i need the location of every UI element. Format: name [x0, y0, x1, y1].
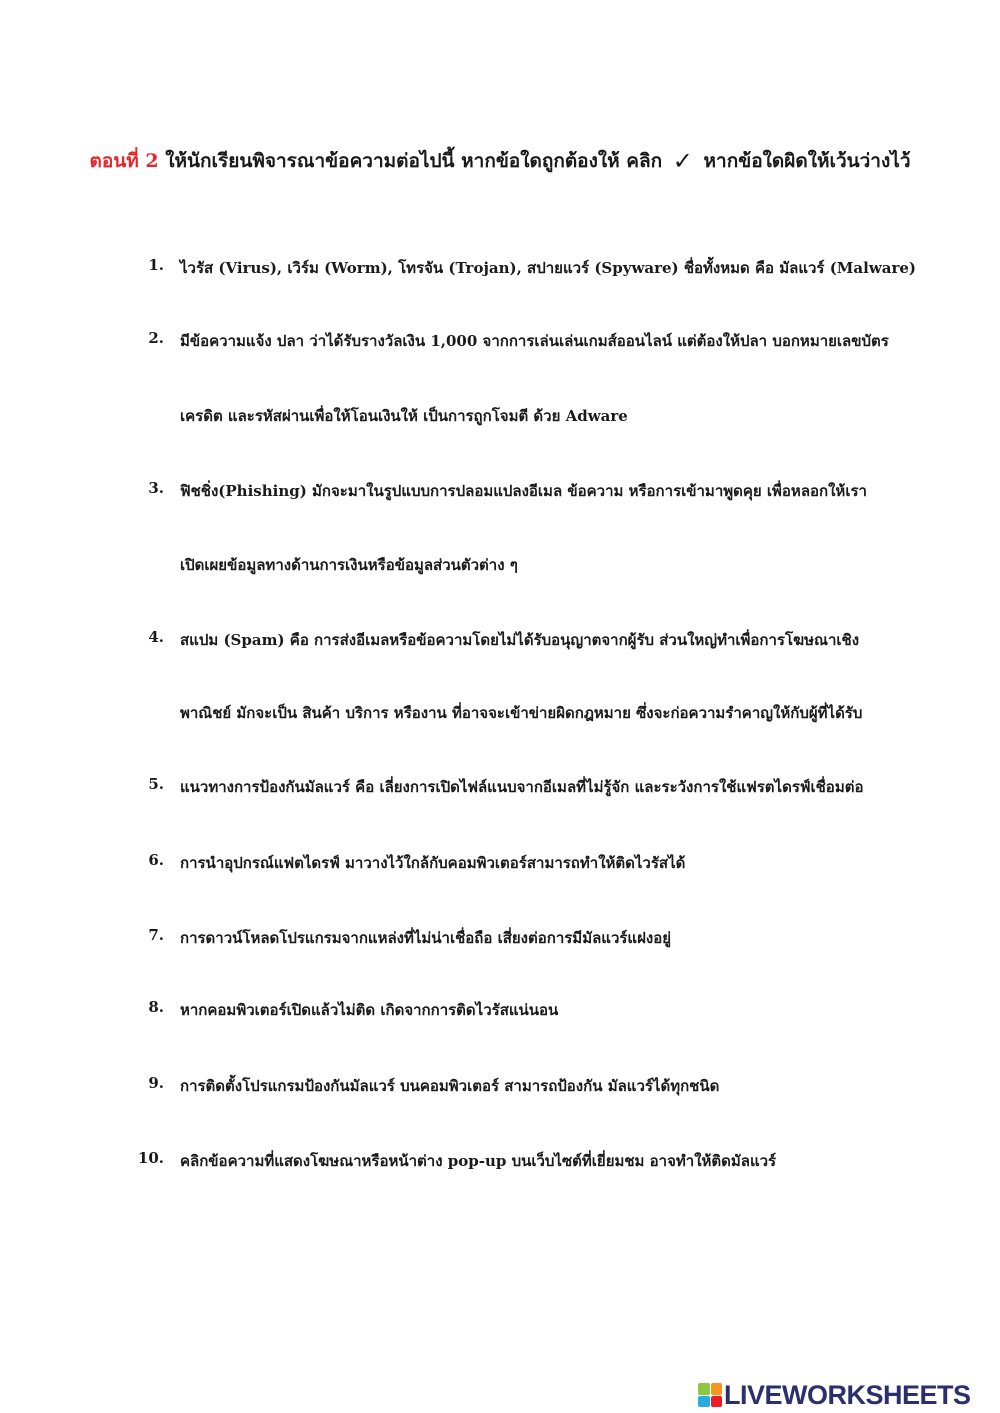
logo-badge-icon	[698, 1383, 722, 1407]
item-number: 3.	[148, 479, 164, 497]
liveworksheets-logo	[698, 1380, 971, 1410]
item-number: 10.	[137, 1149, 164, 1167]
logo-text: LIVEWORKSHEETS	[724, 1379, 971, 1410]
item-line: เครดิต และรหัสผ่านเพื่อให้โอนเงินให้ เป็นการถูกโจมตี ด้วย Adware	[180, 407, 628, 425]
instruction-heading	[0, 146, 1000, 176]
item-line: หากคอมพิวเตอร์เปิดแล้วไม่ติด เกิดจากการติดไวรัสแน่นอน	[180, 1001, 559, 1019]
item-line: แนวทางการป้องกันมัลแวร์ คือ เลี่ยงการเปิดไฟล์แนบจากอีเมลที่ไม่รู้จัก และระวังการใช้แฟรตไดรฟ์เชื่อมต่อ	[180, 778, 864, 796]
item-line: ฟิชชิ่ง(Phishing) มักจะมาในรูปแบบการปลอมแปลงอีเมล ข้อความ หรือการเข้ามาพูดคุย เพื่อหลอกให้เรา	[180, 482, 867, 500]
item-line: เปิดเผยข้อมูลทางด้านการเงินหรือข้อมูลส่วนตัวต่าง ๆ	[180, 556, 518, 574]
item-line: สแปม (Spam) คือ การส่งอีเมลหรือข้อความโดยไม่ได้รับอนุญาตจากผู้รับ ส่วนใหญ่ทำเพื่อการโฆษณาเชิง	[180, 631, 860, 649]
item-line: ไวรัส (Virus), เวิร์ม (Worm), โทรจัน (Trojan), สปายแวร์ (Spyware) ชื่อทั้งหมด คือ มัลแวร์ (Malware)	[180, 259, 916, 277]
item-line: การนำอุปกรณ์แฟตไดรฟ์ มาวางไว้ใกล้กับคอมพิวเตอร์สามารถทำให้ติดไวรัสได้	[180, 854, 686, 872]
item-line: คลิกข้อความที่แสดงโฆษณาหรือหน้าต่าง pop-up บนเว็บไซต์ที่เยี่ยมชม อาจทำให้ติดมัลแวร์	[180, 1152, 777, 1170]
item-line: การติดตั้งโปรแกรมป้องกันมัลแวร์ บนคอมพิวเตอร์ สามารถป้องกัน มัลแวร์ได้ทุกชนิด	[180, 1077, 720, 1095]
item-number: 6.	[148, 851, 164, 869]
item-line: การดาวน์โหลดโปรแกรมจากแหล่งที่ไม่น่าเชื่อถือ เสี่ยงต่อการมีมัลแวร์แฝงอยู่	[180, 929, 672, 947]
item-number: 9.	[148, 1074, 164, 1092]
item-line: พาณิชย์ มักจะเป็น สินค้า บริการ หรืองาน ที่อาจจะเข้าข่ายผิดกฎหมาย ซึ่งจะก่อความรำคาญให้กับผู้ที่ได้รับ	[180, 704, 863, 722]
logo-badge-cell	[698, 1383, 710, 1395]
logo-badge-cell	[711, 1383, 723, 1395]
item-number: 2.	[148, 329, 164, 347]
logo-badge-cell	[711, 1396, 723, 1408]
item-number: 5.	[148, 775, 164, 793]
instruction-text-after: หากข้อใดผิดให้เว้นว่างไว้	[696, 150, 911, 172]
item-number: 8.	[148, 998, 164, 1016]
instruction-text-before: ให้นักเรียนพิจารณาข้อความต่อไปนี้ หากข้อใดถูกต้องให้ คลิก	[158, 150, 663, 172]
logo-badge-cell	[698, 1396, 710, 1408]
item-number: 7.	[148, 926, 164, 944]
checkmark-icon: ✓	[672, 147, 693, 175]
item-number: 4.	[148, 628, 164, 646]
item-line: มีข้อความแจ้ง ปลา ว่าได้รับรางวัลเงิน 1,000 จากการเล่นเล่นเกมส์ออนไลน์ แต่ต้องให้ปลา บอกหมายเลขบัตร	[180, 332, 889, 350]
item-number: 1.	[148, 256, 164, 274]
part-label: ตอนที่ 2	[89, 150, 159, 172]
